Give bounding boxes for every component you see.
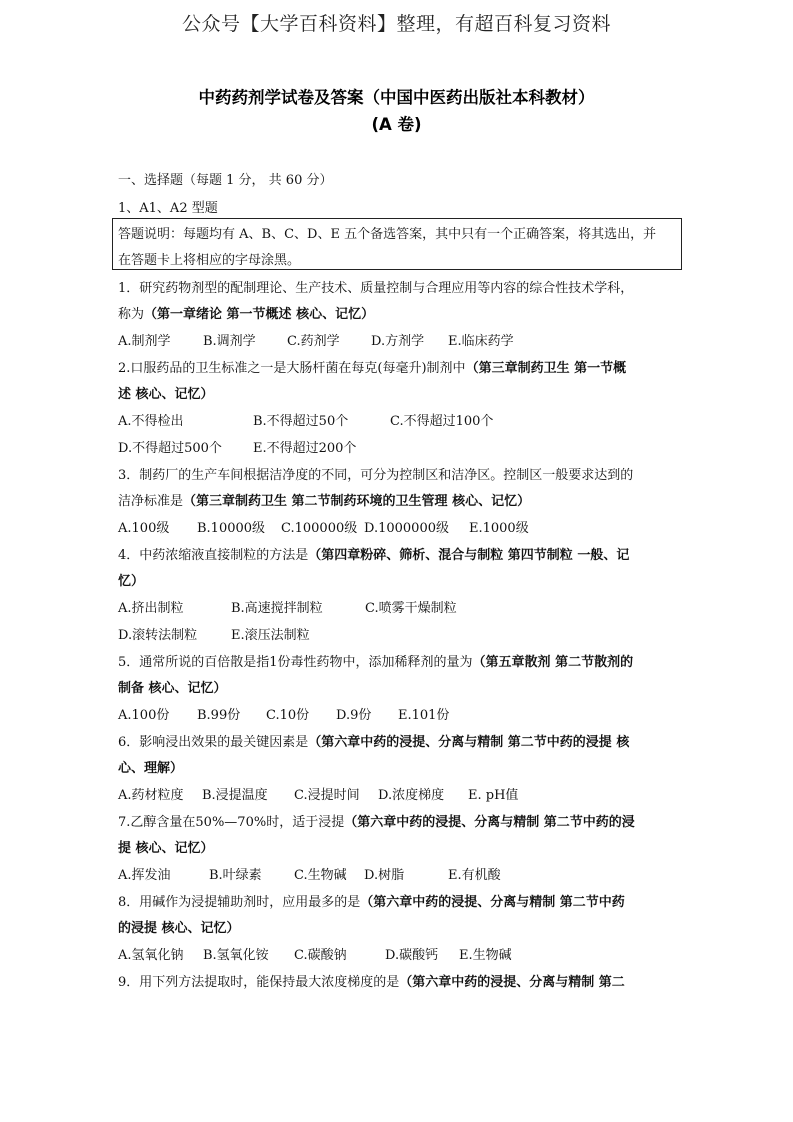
question-5-stem: 5．通常所说的百倍散是指1份毒性药物中，添加稀释剂的量为 <box>118 655 473 670</box>
question-2-stem: 2.口服药品的卫生标准之一是大肠杆菌在每克(每毫升)制剂中 <box>118 361 466 376</box>
question-8-chapter-tag: （第六章中药的浸提、分离与精制 第二节中药 <box>360 895 625 910</box>
question-6-text <box>118 734 678 752</box>
question-4-chapter-tag-cont: 忆） <box>118 574 145 589</box>
option-c: C.生物碱 <box>294 868 347 883</box>
question-7-options <box>118 867 678 885</box>
question-1-options <box>118 333 678 351</box>
question-6-stem: 6．影响浸出效果的最关键因素是 <box>118 735 309 750</box>
question-5-text <box>118 654 678 672</box>
question-8-stem: 8．用碱作为浸提辅助剂时，应用最多的是 <box>118 895 361 910</box>
question-2-chapter-tag: （第三章制药卫生 第一节概 <box>465 361 627 376</box>
option-c: C.100000级 <box>281 521 358 536</box>
watermark-header: 公众号【大学百科资料】整理，有超百科复习资料 <box>181 13 611 35</box>
question-2-options-row-2 <box>118 440 678 458</box>
option-b: B.叶绿素 <box>209 868 262 883</box>
question-3-chapter-tag: （第三章制药卫生 第二节制药环境的卫生管理 核心、记忆） <box>183 494 531 509</box>
question-4-text <box>118 547 678 565</box>
option-d: D.树脂 <box>364 868 405 883</box>
question-9-stem: 9．用下列方法提取时，能保持最大浓度梯度的是 <box>118 975 400 990</box>
question-3-text: 3．制药厂的生产车间根据洁净度的不同，可分为控制区和洁净区。控制区一般要求达到的 <box>118 468 634 483</box>
option-b: B.10000级 <box>197 521 266 536</box>
option-a: A.不得检出 <box>118 414 184 429</box>
question-1-text: 1．研究药物剂型的配制理论、生产技术、质量控制与合理应用等内容的综合性技术学科， <box>118 281 634 296</box>
option-d: D.方剂学 <box>371 334 425 349</box>
question-1-text-cont <box>118 306 678 324</box>
question-6-options <box>118 787 678 805</box>
question-4-options-row-1 <box>118 600 678 618</box>
option-a: A.挥发油 <box>118 868 171 883</box>
option-b: B.浸提温度 <box>202 788 268 803</box>
question-4-stem: 4．中药浓缩液直接制粒的方法是 <box>118 548 309 563</box>
option-c: C.浸提时间 <box>294 788 360 803</box>
question-7-chapter-tag-cont: 提 核心、记忆） <box>118 841 214 856</box>
option-e: E.滚压法制粒 <box>231 628 310 643</box>
option-b: B.99份 <box>197 708 241 723</box>
question-5-chapter-tag: （第五章散剂 第二节散剂的 <box>472 655 634 670</box>
question-2-chapter-tag-cont: 述 核心、记忆） <box>118 387 214 402</box>
option-a: A.100份 <box>118 708 170 723</box>
question-5-chapter-tag-cont: 制备 核心、记忆） <box>118 681 227 696</box>
question-7-text <box>118 814 678 832</box>
option-c: C.药剂学 <box>287 334 340 349</box>
option-a: A.氢氧化钠 <box>118 948 184 963</box>
section-heading: 一、选择题（每题 1 分， 共 60 分） <box>118 173 333 188</box>
option-e: E.有机酸 <box>448 868 501 883</box>
question-4-options-row-2 <box>118 627 678 645</box>
option-e: E.临床药学 <box>448 334 514 349</box>
document-subtitle: (A 卷) <box>371 115 422 134</box>
subsection-heading: 1、A1、A2 型题 <box>118 201 218 216</box>
option-c: C.碳酸钠 <box>294 948 347 963</box>
option-b: B.不得超过50个 <box>253 414 349 429</box>
question-7-chapter-tag: （第六章中药的浸提、分离与精制 第二节中药的浸 <box>344 815 635 830</box>
option-a: A.药材粒度 <box>118 788 184 803</box>
question-5-options <box>118 707 678 725</box>
question-3-stem-end: 洁净标准是 <box>118 494 184 509</box>
question-4-chapter-tag: （第四章粉碎、筛析、混合与制粒 第四节制粒 一般、记 <box>308 548 630 563</box>
option-b: B.调剂学 <box>203 334 256 349</box>
option-a: A.挤出制粒 <box>118 601 184 616</box>
option-a: A.制剂学 <box>118 334 171 349</box>
question-1-chapter-tag: （第一章绪论 第一节概述 核心、记忆） <box>144 307 375 322</box>
question-1-stem-end: 称为 <box>118 307 145 322</box>
option-e: E. pH值 <box>468 788 519 803</box>
question-8-text <box>118 894 678 912</box>
option-d: D.碳酸钙 <box>385 948 439 963</box>
option-e: E.1000级 <box>469 521 529 536</box>
instructions-line-2: 在答题卡上将相应的字母涂黑。 <box>118 253 301 268</box>
document-title: 中药药剂学试卷及答案（中国中医药出版社本科教材） <box>198 88 595 107</box>
question-3-text-cont <box>118 493 678 511</box>
question-6-chapter-tag-cont: 心、理解） <box>118 761 184 776</box>
question-2-options-row-1 <box>118 413 678 431</box>
option-e: E.101份 <box>398 708 450 723</box>
option-b: B.高速搅拌制粒 <box>231 601 323 616</box>
option-b: B.氢氧化铵 <box>203 948 269 963</box>
question-2-text <box>118 360 678 378</box>
option-d: D.1000000级 <box>364 521 449 536</box>
option-d: D.9份 <box>336 708 372 723</box>
question-7-stem: 7.乙醇含量在50%—70%时，适于浸提 <box>118 815 345 830</box>
option-c: C.10份 <box>266 708 310 723</box>
option-c: C.不得超过100个 <box>390 414 494 429</box>
question-8-options <box>118 947 678 965</box>
option-d: D.不得超过500个 <box>118 441 222 456</box>
option-c: C.喷雾干燥制粒 <box>365 601 457 616</box>
question-9-text <box>118 974 678 992</box>
option-a: A.100级 <box>118 521 170 536</box>
question-3-options <box>118 520 678 538</box>
question-9-chapter-tag: （第六章中药的浸提、分离与精制 第二 <box>399 975 625 990</box>
option-d: D.浓度梯度 <box>378 788 445 803</box>
option-e: E.不得超过200个 <box>253 441 357 456</box>
instructions-line-1: 答题说明：每题均有 A、B、C、D、E 五个备选答案，其中只有一个正确答案，将其选出，并 <box>118 227 657 242</box>
option-e: E.生物碱 <box>459 948 512 963</box>
question-8-chapter-tag-cont: 的浸提 核心、记忆） <box>118 921 240 936</box>
option-d: D.滚转法制粒 <box>118 628 198 643</box>
question-6-chapter-tag: （第六章中药的浸提、分离与精制 第二节中药的浸提 核 <box>308 735 630 750</box>
